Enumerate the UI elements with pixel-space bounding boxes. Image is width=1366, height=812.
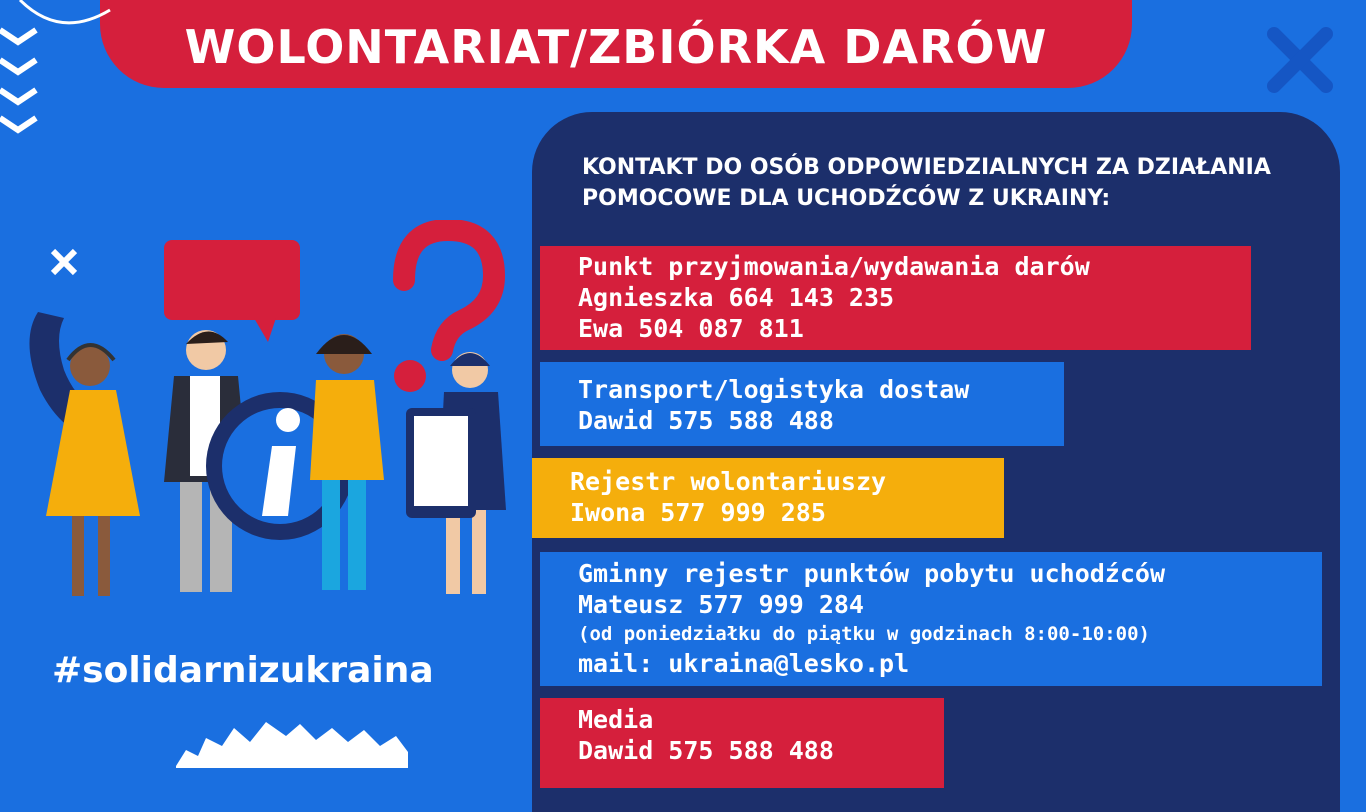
contact-line: Iwona 577 999 285 xyxy=(570,498,826,527)
contact-line: Dawid 575 588 488 xyxy=(578,406,834,435)
contact-block-volunteers xyxy=(532,458,1004,538)
contact-block-media xyxy=(540,698,944,788)
contact-block-donations xyxy=(540,246,1251,350)
contact-heading-line-2: POMOCOWE DLA UCHODŹCÓW Z UKRAINY: xyxy=(582,186,1111,211)
contact-email: mail: ukraina@lesko.pl xyxy=(578,649,910,678)
tablet-icon xyxy=(406,408,476,518)
speech-bubble-icon xyxy=(164,240,300,342)
town-logo xyxy=(176,716,408,768)
contact-line: Agnieszka 664 143 235 xyxy=(578,283,895,312)
contact-heading-line-1: KONTAKT DO OSÓB ODPOWIEDZIALNYCH ZA DZIAŁANIA xyxy=(582,155,1271,180)
contact-line: Punkt przyjmowania/wydawania darów xyxy=(578,252,1090,281)
title-banner xyxy=(100,0,1132,88)
contact-block-registry xyxy=(540,552,1322,686)
contact-line: Transport/logistyka dostaw xyxy=(578,375,970,404)
chevron-stack-icon xyxy=(0,0,140,140)
title-line-2: WOLONTARIAT/ZBIÓRKA DARÓW xyxy=(184,20,1048,74)
people-illustration xyxy=(18,220,518,610)
contact-line: Gminny rejestr punktów pobytu uchodźców xyxy=(578,559,1165,588)
contact-hours: (od poniedziałku do piątku w godzinach 8:00-10:00) xyxy=(578,623,1150,645)
close-icon xyxy=(1264,24,1336,96)
contact-line: Mateusz 577 999 284 xyxy=(578,590,864,619)
contact-line: Media xyxy=(578,705,654,734)
contact-line: Dawid 575 588 488 xyxy=(578,736,834,765)
contact-heading xyxy=(582,152,1342,214)
hashtag: #solidarnizukraina xyxy=(52,650,434,691)
contact-block-transport xyxy=(540,362,1064,446)
contact-line: Rejestr wolontariuszy xyxy=(570,467,887,496)
contact-line: Ewa 504 087 811 xyxy=(578,314,804,343)
